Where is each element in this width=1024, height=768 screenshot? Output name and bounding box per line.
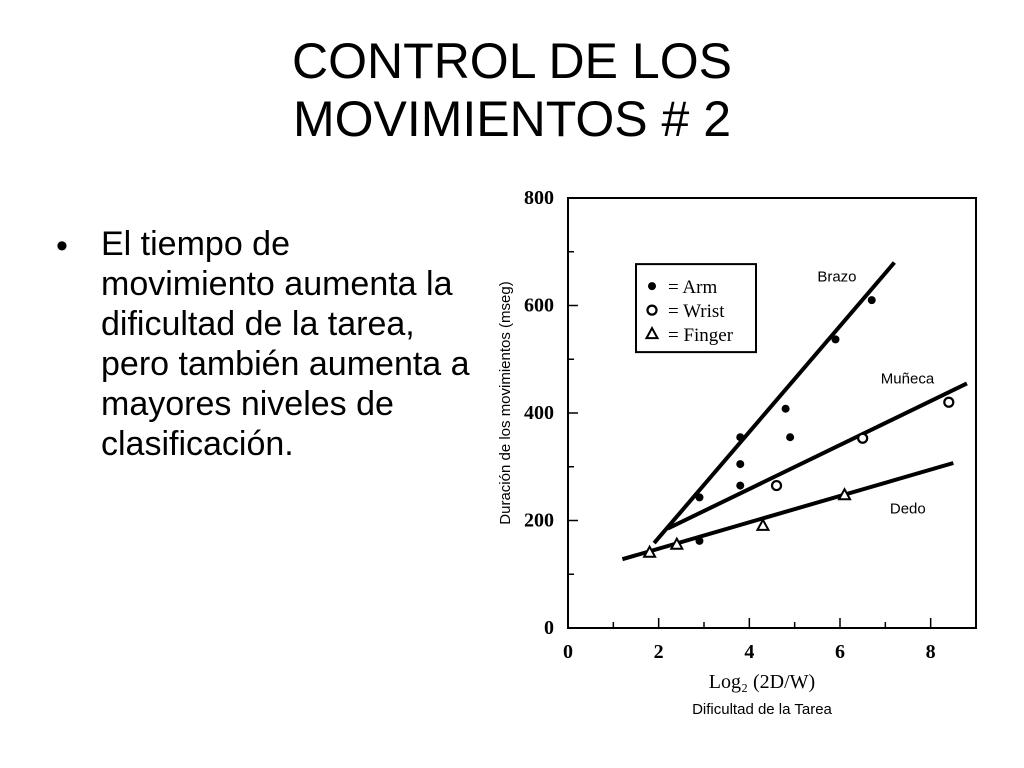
y-axis-label: Duración de los movimientos (mseg) [497,281,514,525]
data-point-0 [868,296,876,304]
data-point-1 [944,398,953,407]
series-label-0: Brazo [817,268,857,286]
legend-label-1: = Wrist [668,301,725,323]
data-point-0 [736,460,744,468]
data-point-0 [695,493,703,501]
x-axis-label: Log₂ (2D/W) [708,671,816,693]
series-label-2: Dedo [889,500,926,518]
data-point-0 [736,433,744,441]
legend-marker-1 [648,306,657,315]
x-tick-label: 0 [563,641,573,663]
legend-label-2: = Finger [668,325,734,347]
data-point-0 [695,537,703,545]
y-tick-label: 0 [544,617,554,639]
data-point-2 [839,489,850,499]
x-tick-label: 6 [835,641,845,663]
data-point-1 [858,434,867,443]
x-axis-caption: Dificultad de la Tarea [692,701,832,718]
bullet-text: El tiempo de movimiento aumenta la dificultad de la tarea, pero también aumenta a mayores niveles de clasificación. [101,225,470,463]
x-tick-label: 8 [925,641,936,663]
data-point-0 [782,405,790,413]
title-line-2: MOVIMIENTOS # 2 [292,91,732,147]
data-point-0 [736,482,744,490]
bullet-icon: • [56,227,68,265]
chart-svg [490,178,1000,728]
y-tick-label: 600 [524,294,554,317]
x-tick-label: 2 [653,641,664,663]
series-label-1: Muñeca [880,370,935,388]
data-point-0 [786,433,794,441]
chart [490,178,1000,728]
x-tick-label: 4 [744,641,755,663]
title-line-1: CONTROL DE LOS [292,33,732,89]
y-tick-label: 200 [524,509,554,532]
data-point-0 [831,335,839,343]
slide-title [0,32,1024,148]
y-tick-label: 800 [524,187,554,209]
plot-frame [568,198,976,628]
legend-label-0: = Arm [668,277,718,299]
legend-marker-0 [648,282,656,290]
y-tick-label: 400 [524,402,554,424]
data-point-1 [772,481,781,490]
